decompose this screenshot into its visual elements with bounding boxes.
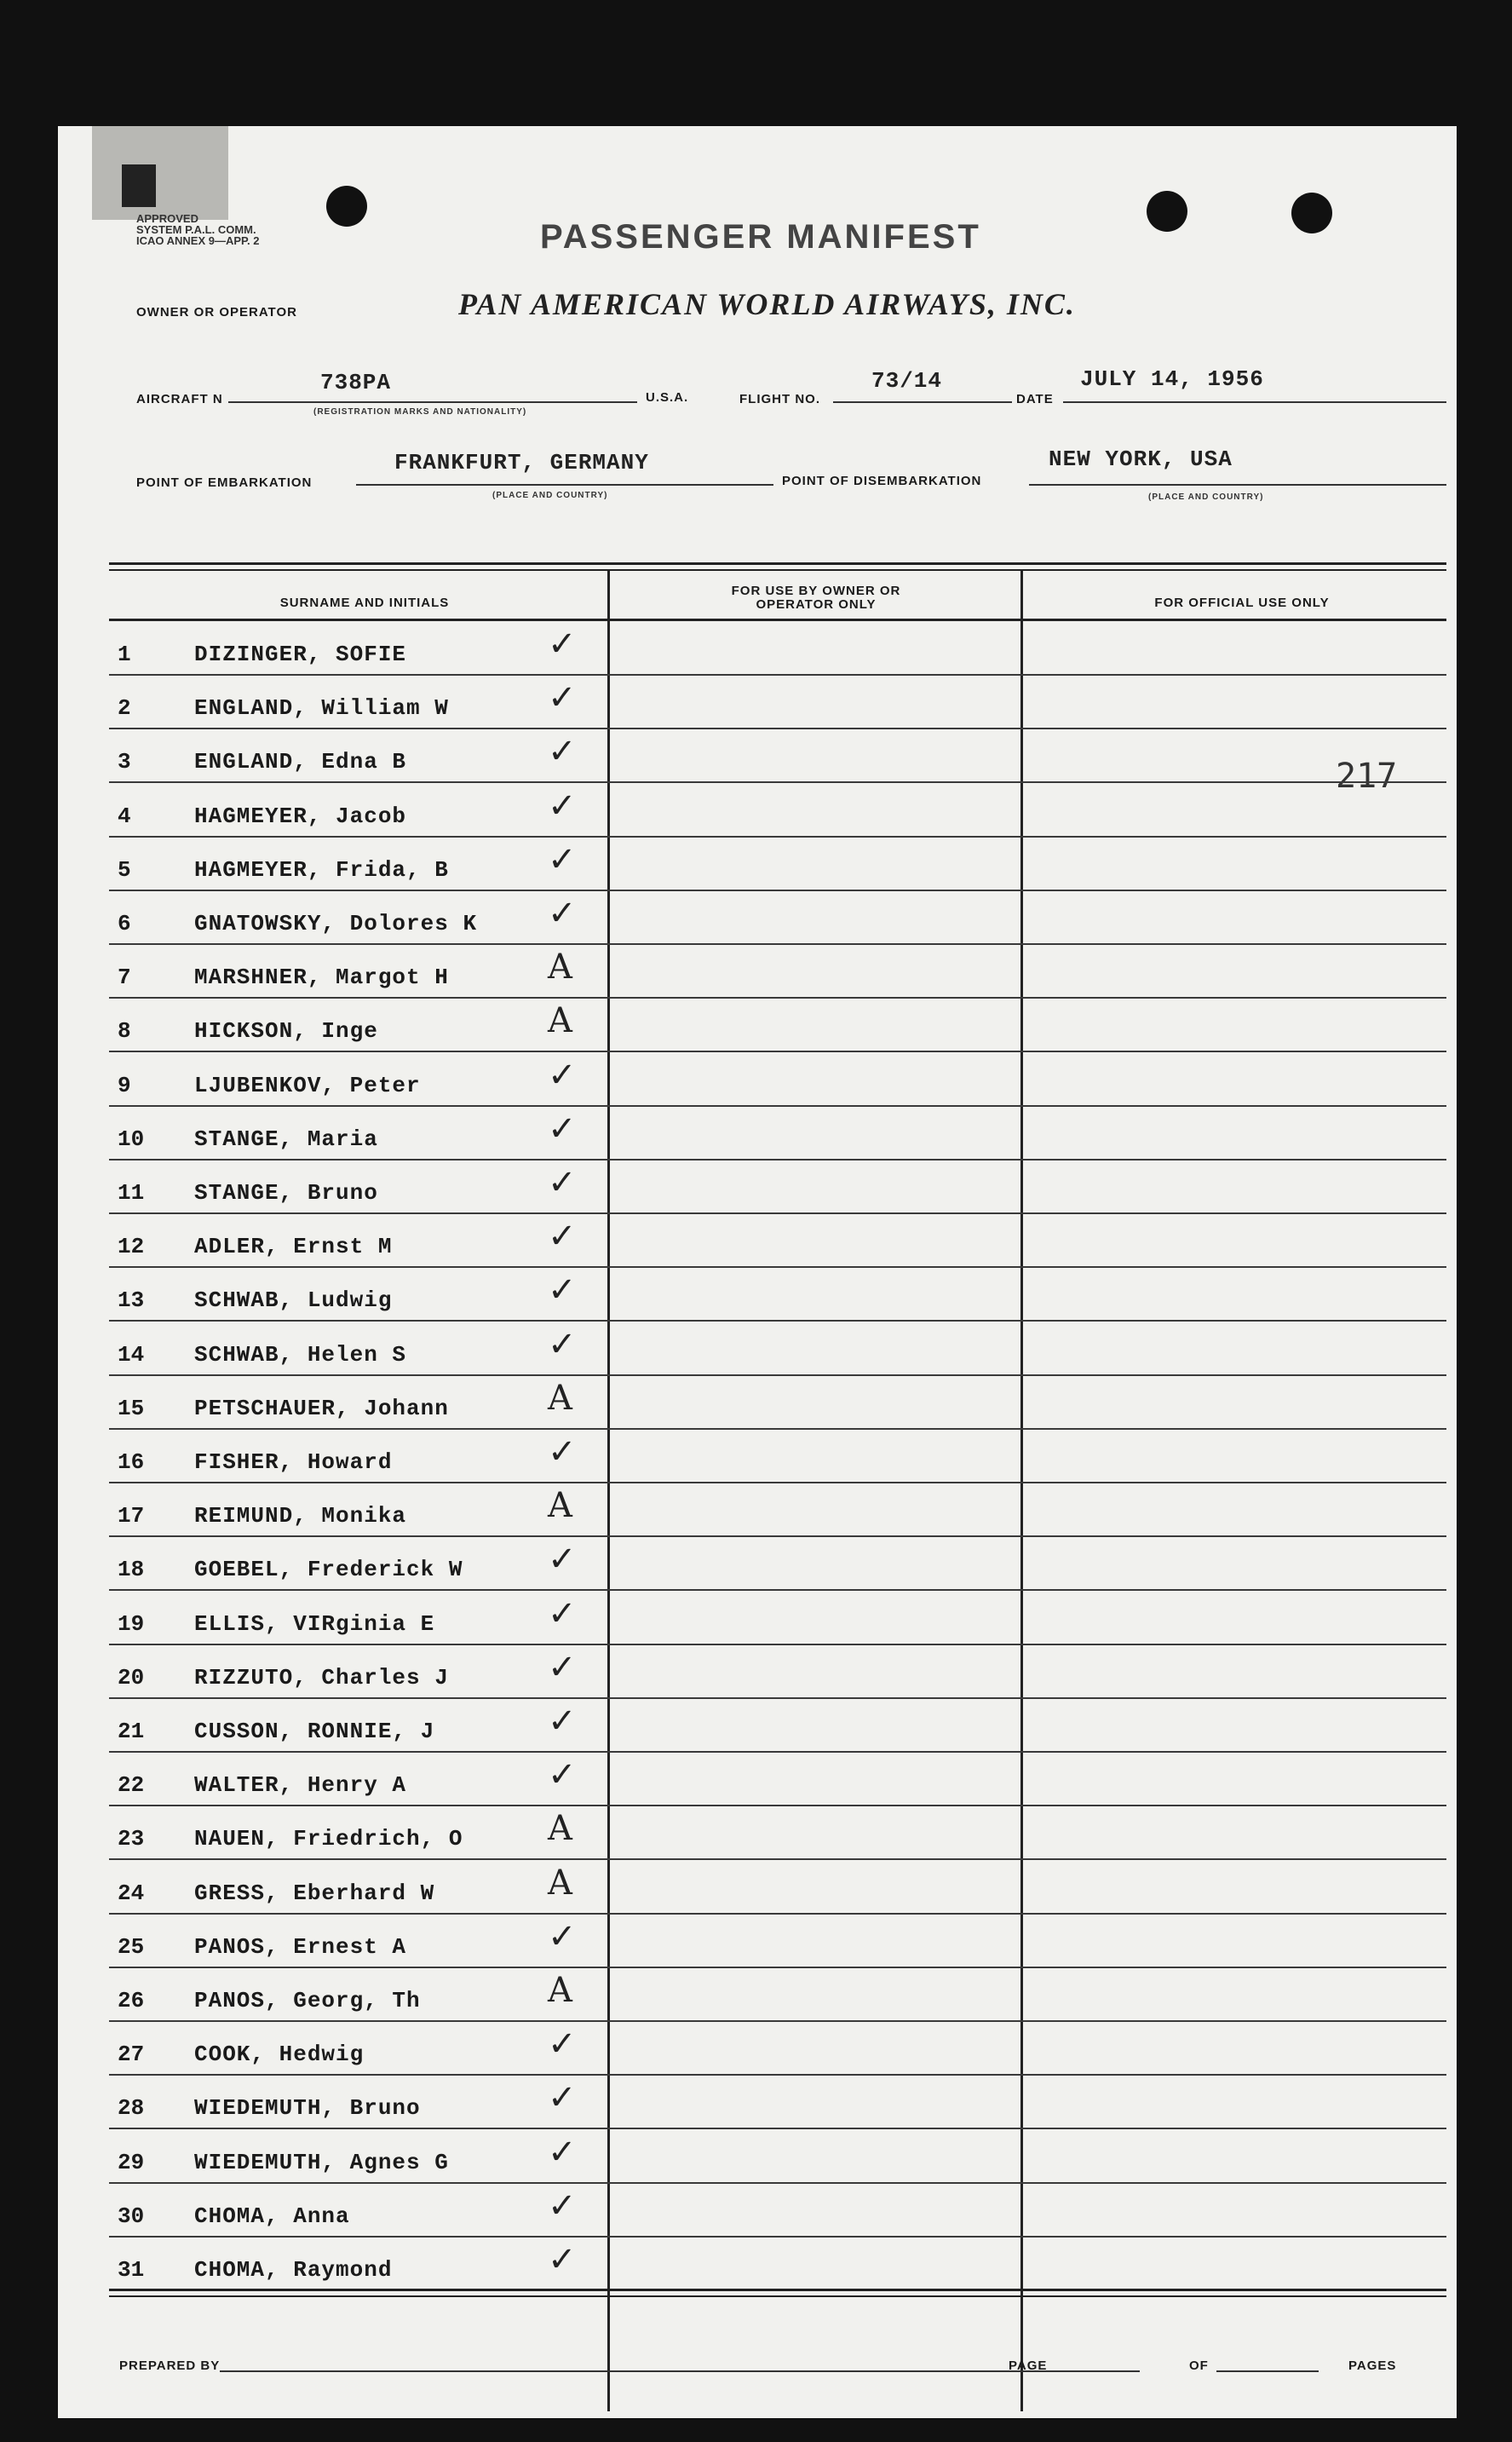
passenger-name: MARSHNER, Margot H — [194, 965, 449, 991]
passenger-name: ELLIS, VIRginia E — [194, 1610, 435, 1637]
approval-line: APPROVED — [136, 212, 198, 225]
row-number: 12 — [118, 1234, 145, 1260]
row-number: 14 — [118, 1341, 145, 1368]
table-row — [109, 2238, 1446, 2291]
checkmark-icon: A — [548, 1809, 572, 1849]
checkmark-icon: ✓ — [548, 2132, 577, 2172]
checkmark-icon: ✓ — [548, 1217, 577, 1257]
checkmark-icon: ✓ — [548, 2240, 577, 2279]
checkmark-icon: ✓ — [548, 1702, 577, 1741]
passenger-name: PANOS, Ernest A — [194, 1933, 407, 1960]
checkmark-icon: A — [548, 1971, 572, 2010]
checkmark-icon: ✓ — [548, 786, 577, 826]
passenger-name: HAGMEYER, Jacob — [194, 803, 407, 829]
passenger-name: SCHWAB, Helen S — [194, 1341, 407, 1368]
date-underline — [1063, 401, 1446, 403]
checkmark-icon: ✓ — [548, 839, 577, 879]
passenger-name: NAUEN, Friedrich, O — [194, 1826, 463, 1852]
aircraft-value: 738PA — [320, 370, 392, 395]
disembarkation-underline — [1029, 484, 1446, 486]
row-number: 1 — [118, 642, 131, 667]
binder-tab — [92, 126, 228, 220]
row-number: 11 — [118, 1180, 145, 1206]
table-row — [109, 2022, 1446, 2076]
passenger-name: PANOS, Georg, Th — [194, 1988, 421, 2013]
checkmark-icon: ✓ — [548, 1163, 577, 1202]
approval-line: ICAO ANNEX 9—APP. 2 — [136, 234, 260, 247]
row-number: 17 — [118, 1503, 145, 1529]
usa-label: U.S.A. — [646, 390, 689, 405]
passenger-name: WIEDEMUTH, Agnes G — [194, 2149, 449, 2175]
row-number: 28 — [118, 2095, 145, 2122]
row-number: 30 — [118, 2203, 145, 2229]
passenger-name: ADLER, Ernst M — [194, 1234, 393, 1260]
checkmark-icon: ✓ — [548, 1324, 577, 1364]
date-label: DATE — [1016, 392, 1054, 406]
passenger-name: SCHWAB, Ludwig — [194, 1287, 393, 1314]
table-row — [109, 1161, 1446, 1214]
passenger-name: ENGLAND, William W — [194, 695, 449, 722]
row-number: 8 — [118, 1018, 131, 1045]
row-number: 24 — [118, 1880, 145, 1906]
table-row — [109, 729, 1446, 783]
row-number: 20 — [118, 1664, 145, 1690]
row-number: 7 — [118, 965, 131, 991]
row-number: 2 — [118, 695, 131, 722]
punch-hole — [326, 186, 367, 227]
table-row — [109, 1053, 1446, 1107]
page-title: PASSENGER MANIFEST — [540, 218, 981, 256]
place-caption: (PLACE AND COUNTRY) — [1148, 492, 1264, 502]
table-row — [109, 891, 1446, 945]
passenger-name: FISHER, Howard — [194, 1449, 393, 1475]
row-number: 27 — [118, 2042, 145, 2068]
row-number: 5 — [118, 856, 131, 883]
disembarkation-label: POINT OF DISEMBARKATION — [782, 474, 982, 488]
table-row — [109, 1645, 1446, 1699]
table-row — [109, 838, 1446, 891]
table-row — [109, 1753, 1446, 1806]
of-label: OF — [1189, 2358, 1209, 2373]
table-row — [109, 1537, 1446, 1591]
table-row — [109, 1483, 1446, 1537]
row-number: 23 — [118, 1826, 145, 1852]
embarkation-value: FRANKFURT, GERMANY — [394, 450, 649, 475]
passenger-name: CUSSON, RONNIE, J — [194, 1719, 435, 1744]
page-label: PAGE — [1009, 2358, 1048, 2373]
disembarkation-value: NEW YORK, USA — [1049, 446, 1233, 472]
checkmark-icon: A — [548, 947, 572, 988]
table-row — [109, 1214, 1446, 1268]
passenger-name: REIMUND, Monika — [194, 1503, 407, 1529]
header-bottom-rule — [109, 619, 1446, 621]
checkmark-icon: ✓ — [548, 1270, 577, 1310]
table-row — [109, 1376, 1446, 1430]
flight-underline — [833, 401, 1012, 403]
checkmark-icon: ✓ — [548, 894, 577, 933]
row-number: 10 — [118, 1126, 145, 1152]
table-row — [109, 1322, 1446, 1376]
checkmark-icon: ✓ — [548, 1755, 577, 1795]
table-row — [109, 1915, 1446, 1968]
row-number: 22 — [118, 1772, 145, 1799]
passenger-name: CHOMA, Anna — [194, 2203, 350, 2229]
approval-note — [136, 213, 260, 246]
checkmark-icon: A — [548, 1863, 572, 1903]
row-number: 9 — [118, 1072, 131, 1098]
passenger-name: RIZZUTO, Charles J — [194, 1664, 449, 1690]
checkmark-icon: ✓ — [548, 1916, 577, 1956]
table-row — [109, 1861, 1446, 1915]
passenger-name: DIZINGER, SOFIE — [194, 642, 407, 667]
owner-label: OWNER OR OPERATOR — [136, 305, 297, 320]
manifest-sheet — [58, 126, 1457, 2418]
checkmark-icon: ✓ — [548, 1109, 577, 1149]
date-value: JULY 14, 1956 — [1080, 366, 1264, 392]
table-row — [109, 2184, 1446, 2238]
aircraft-underline — [228, 401, 637, 403]
passenger-name: HICKSON, Inge — [194, 1018, 378, 1045]
row-number: 25 — [118, 1933, 145, 1960]
place-caption: (PLACE AND COUNTRY) — [492, 491, 608, 500]
row-number: 31 — [118, 2257, 145, 2283]
checkmark-icon: A — [548, 1001, 572, 1041]
passenger-name: LJUBENKOV, Peter — [194, 1072, 421, 1098]
row-number: 4 — [118, 803, 131, 829]
passenger-name: CHOMA, Raymond — [194, 2257, 393, 2283]
checkmark-icon: ✓ — [548, 1593, 577, 1633]
passenger-name: COOK, Hedwig — [194, 2042, 365, 2068]
passenger-name: STANGE, Maria — [194, 1126, 378, 1152]
row-number: 3 — [118, 749, 131, 775]
passenger-name: GRESS, Eberhard W — [194, 1880, 435, 1906]
aircraft-label: AIRCRAFT N — [136, 392, 223, 406]
row-number: 15 — [118, 1395, 145, 1421]
flight-value: 73/14 — [871, 368, 943, 394]
table-row — [109, 1968, 1446, 2022]
row-number: 29 — [118, 2149, 145, 2175]
page-underline — [1055, 2370, 1140, 2372]
table-row — [109, 1592, 1446, 1645]
official-note: 217 — [1336, 757, 1398, 796]
passenger-name: PETSCHAUER, Johann — [194, 1395, 449, 1421]
row-number: 6 — [118, 911, 131, 936]
embarkation-label: POINT OF EMBARKATION — [136, 475, 313, 490]
table-top-rule — [109, 562, 1446, 565]
punch-hole — [1147, 191, 1187, 232]
checkmark-icon: ✓ — [548, 2078, 577, 2118]
checkmark-icon: ✓ — [548, 732, 577, 772]
row-number: 21 — [118, 1719, 145, 1744]
punch-hole — [1291, 193, 1332, 233]
prepared-by-underline — [220, 2370, 1055, 2372]
surname-column-header: SURNAME AND INITIALS — [279, 596, 450, 610]
table-row — [109, 1268, 1446, 1322]
of-underline — [1216, 2370, 1319, 2372]
table-top-rule — [109, 569, 1446, 571]
checkmark-icon: ✓ — [548, 1647, 577, 1687]
checkmark-icon: ✓ — [548, 1540, 577, 1580]
table-row — [109, 676, 1446, 729]
checkmark-icon: ✓ — [548, 1055, 577, 1095]
row-number: 16 — [118, 1449, 145, 1475]
owner-column-header: FOR USE BY OWNER OR OPERATOR ONLY — [731, 584, 901, 612]
checkmark-icon: A — [548, 1486, 572, 1526]
checkmark-icon: ✓ — [548, 2024, 577, 2065]
binder-clip — [122, 164, 156, 207]
prepared-by-label: PREPARED BY — [119, 2358, 221, 2373]
table-row — [109, 1806, 1446, 1860]
approval-line: SYSTEM P.A.L. COMM. — [136, 223, 256, 236]
checkmark-icon: ✓ — [548, 2186, 577, 2226]
checkmark-icon: A — [548, 1378, 572, 1418]
checkmark-icon: ✓ — [548, 1432, 577, 1472]
table-row — [109, 2130, 1446, 2184]
table-row — [109, 622, 1446, 676]
passenger-name: WIEDEMUTH, Bruno — [194, 2095, 421, 2122]
passenger-name: HAGMEYER, Frida, B — [194, 856, 449, 883]
row-number: 18 — [118, 1557, 145, 1583]
table-row — [109, 1699, 1446, 1753]
pages-label: PAGES — [1348, 2358, 1397, 2373]
official-column-header: FOR OFFICIAL USE ONLY — [1154, 596, 1330, 610]
registration-caption: (REGISTRATION MARKS AND NATIONALITY) — [313, 407, 527, 417]
table-row — [109, 999, 1446, 1052]
table-row — [109, 1107, 1446, 1161]
table-row — [109, 945, 1446, 999]
checkmark-icon: ✓ — [548, 625, 577, 664]
passenger-name: WALTER, Henry A — [194, 1772, 407, 1799]
passenger-name: ENGLAND, Edna B — [194, 749, 407, 775]
checkmark-icon: ✓ — [548, 678, 577, 718]
table-row — [109, 784, 1446, 838]
embarkation-underline — [356, 484, 773, 486]
flight-label: FLIGHT NO. — [739, 392, 820, 406]
passenger-name: GOEBEL, Frederick W — [194, 1557, 463, 1583]
passenger-name: GNATOWSKY, Dolores K — [194, 911, 478, 936]
row-number: 26 — [118, 1988, 145, 2013]
passenger-name: STANGE, Bruno — [194, 1180, 378, 1206]
row-number: 13 — [118, 1287, 145, 1314]
row-number: 19 — [118, 1610, 145, 1637]
table-row — [109, 1430, 1446, 1483]
table-row — [109, 2076, 1446, 2129]
table-bottom-rule — [109, 2295, 1446, 2297]
table-bottom-rule — [109, 2289, 1446, 2291]
company-name: PAN AMERICAN WORLD AIRWAYS, INC. — [458, 287, 1076, 321]
